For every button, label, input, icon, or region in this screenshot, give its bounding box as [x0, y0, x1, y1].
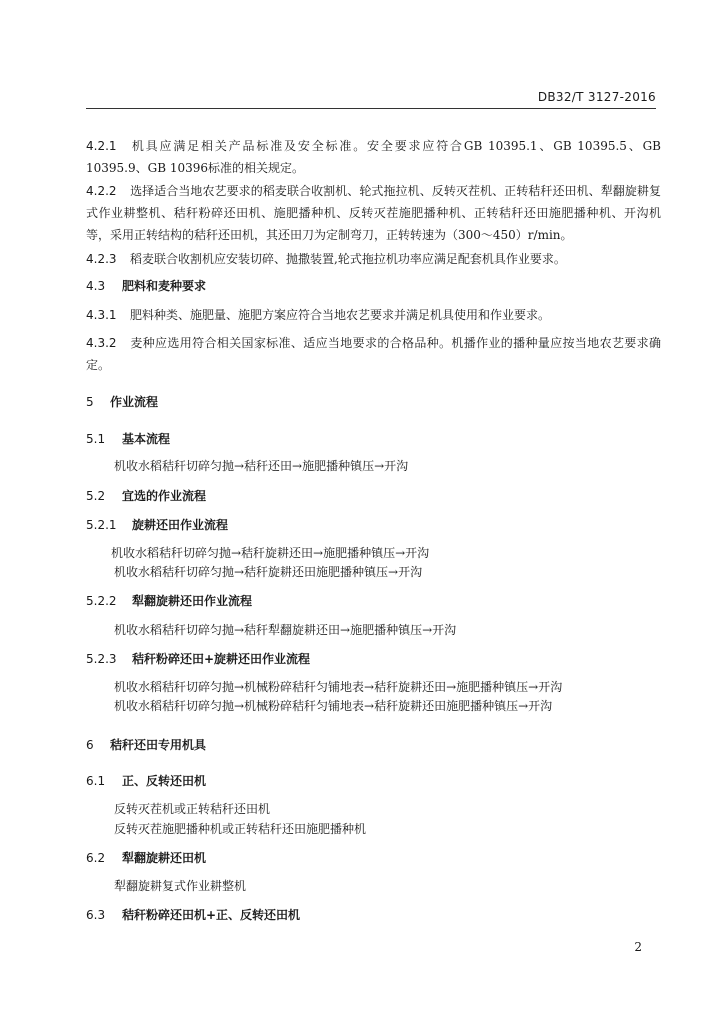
heading-title: 正、反转还田机	[122, 774, 207, 788]
clause-text: 稻麦联合收割机应安装切碎、抛撒装置,轮式拖拉机功率应满足配套机具作业要求。	[130, 252, 566, 266]
clause-text: 选择适合当地农艺要求的稻麦联合收割机、轮式拖拉机、反转灭茬机、正转秸秆还田机、犁翻旋耕复式作业耕整机、秸秆粉碎还田机、施肥播种机、反转灭茬施肥播种机、正转秸秆还田施肥播种机、开沟机等，采用正转结构的秸秆还田机，其还田刀为定制弯刀，正转转速为（300～450）r/min。	[86, 184, 661, 242]
clause-number: 4.3.2	[86, 336, 117, 350]
heading-number: 5.2.2	[86, 594, 117, 608]
section-heading-4-3	[86, 276, 206, 296]
heading-title: 肥料和麦种要求	[122, 279, 207, 293]
clause-4-3-2	[86, 332, 661, 376]
clause-text: 麦种应选用符合相关国家标准、适应当地要求的合格品种。机播作业的播种量应按当地农艺要求确定。	[86, 336, 661, 372]
section-heading-6-3	[86, 905, 300, 925]
section-heading-5-2-2	[86, 591, 252, 611]
heading-number: 5.2	[86, 489, 106, 503]
flow-line: 机收水稻秸秆切碎匀抛→秸秆旋耕还田施肥播种镇压→开沟	[114, 565, 423, 579]
heading-title: 旋耕还田作业流程	[132, 518, 229, 532]
heading-title: 基本流程	[122, 432, 171, 446]
heading-title: 秸秆粉碎还田机+正、反转还田机	[122, 908, 301, 922]
heading-title: 犁翻旋耕还田作业流程	[132, 594, 253, 608]
clause-4-2-1	[86, 135, 661, 179]
heading-number: 6.1	[86, 774, 106, 788]
heading-number: 6.2	[86, 851, 106, 865]
clause-number: 4.2.3	[86, 252, 117, 266]
page-number: 2	[634, 940, 642, 954]
section-heading-6-1	[86, 771, 206, 791]
heading-number: 6.3	[86, 908, 106, 922]
heading-number: 4.3	[86, 279, 106, 293]
heading-title: 宜选的作业流程	[122, 489, 207, 503]
clause-4-2-3	[86, 248, 661, 270]
flow-line: 机收水稻秸秆切碎匀抛→机械粉碎秸秆匀铺地表→秸秆旋耕还田→施肥播种镇压→开沟	[114, 680, 563, 694]
section-heading-5-1	[86, 429, 170, 449]
section-heading-6-2	[86, 848, 206, 868]
heading-number: 5.1	[86, 432, 106, 446]
chapter-heading-6	[86, 735, 206, 755]
clause-number: 4.2.2	[86, 184, 117, 198]
section-heading-5-2	[86, 486, 206, 506]
heading-title: 秸秆还田专用机具	[110, 738, 207, 752]
flow-line: 机收水稻秸秆切碎匀抛→秸秆旋耕还田→施肥播种镇压→开沟	[111, 546, 430, 560]
heading-title: 犁翻旋耕还田机	[122, 851, 207, 865]
chapter-heading-5	[86, 392, 158, 412]
heading-title: 作业流程	[110, 395, 159, 409]
heading-number: 5.2.1	[86, 518, 117, 532]
equipment-line: 犁翻旋耕复式作业耕整机	[114, 879, 247, 893]
equipment-line: 反转灭茬施肥播种机或正转秸秆还田施肥播种机	[114, 822, 367, 836]
flow-line: 机收水稻秸秆切碎匀抛→机械粉碎秸秆匀铺地表→秸秆旋耕还田施肥播种镇压→开沟	[114, 699, 553, 713]
clause-number: 4.3.1	[86, 308, 117, 322]
clause-4-2-2	[86, 180, 661, 246]
section-heading-5-2-1	[86, 515, 228, 535]
clause-number: 4.2.1	[86, 139, 117, 153]
header-rule	[86, 108, 656, 109]
flow-line: 机收水稻秸秆切碎匀抛→秸秆还田→施肥播种镇压→开沟	[114, 459, 409, 473]
heading-number: 5	[86, 395, 94, 409]
heading-title: 秸秆粉碎还田+旋耕还田作业流程	[132, 652, 311, 666]
clause-text: 机具应满足相关产品标准及安全标准。安全要求应符合GB 10395.1、GB 10395.5、GB 10395.9、GB 10396标准的相关规定。	[86, 139, 661, 175]
heading-number: 5.2.3	[86, 652, 117, 666]
document-code: DB32/T 3127-2016	[537, 90, 656, 104]
clause-text: 肥料种类、施肥量、施肥方案应符合当地农艺要求并满足机具使用和作业要求。	[130, 308, 551, 322]
clause-4-3-1	[86, 304, 661, 326]
heading-number: 6	[86, 738, 94, 752]
equipment-line: 反转灭茬机或正转秸秆还田机	[114, 802, 271, 816]
section-heading-5-2-3	[86, 649, 310, 669]
flow-line: 机收水稻秸秆切碎匀抛→秸秆犁翻旋耕还田→施肥播种镇压→开沟	[114, 623, 457, 637]
